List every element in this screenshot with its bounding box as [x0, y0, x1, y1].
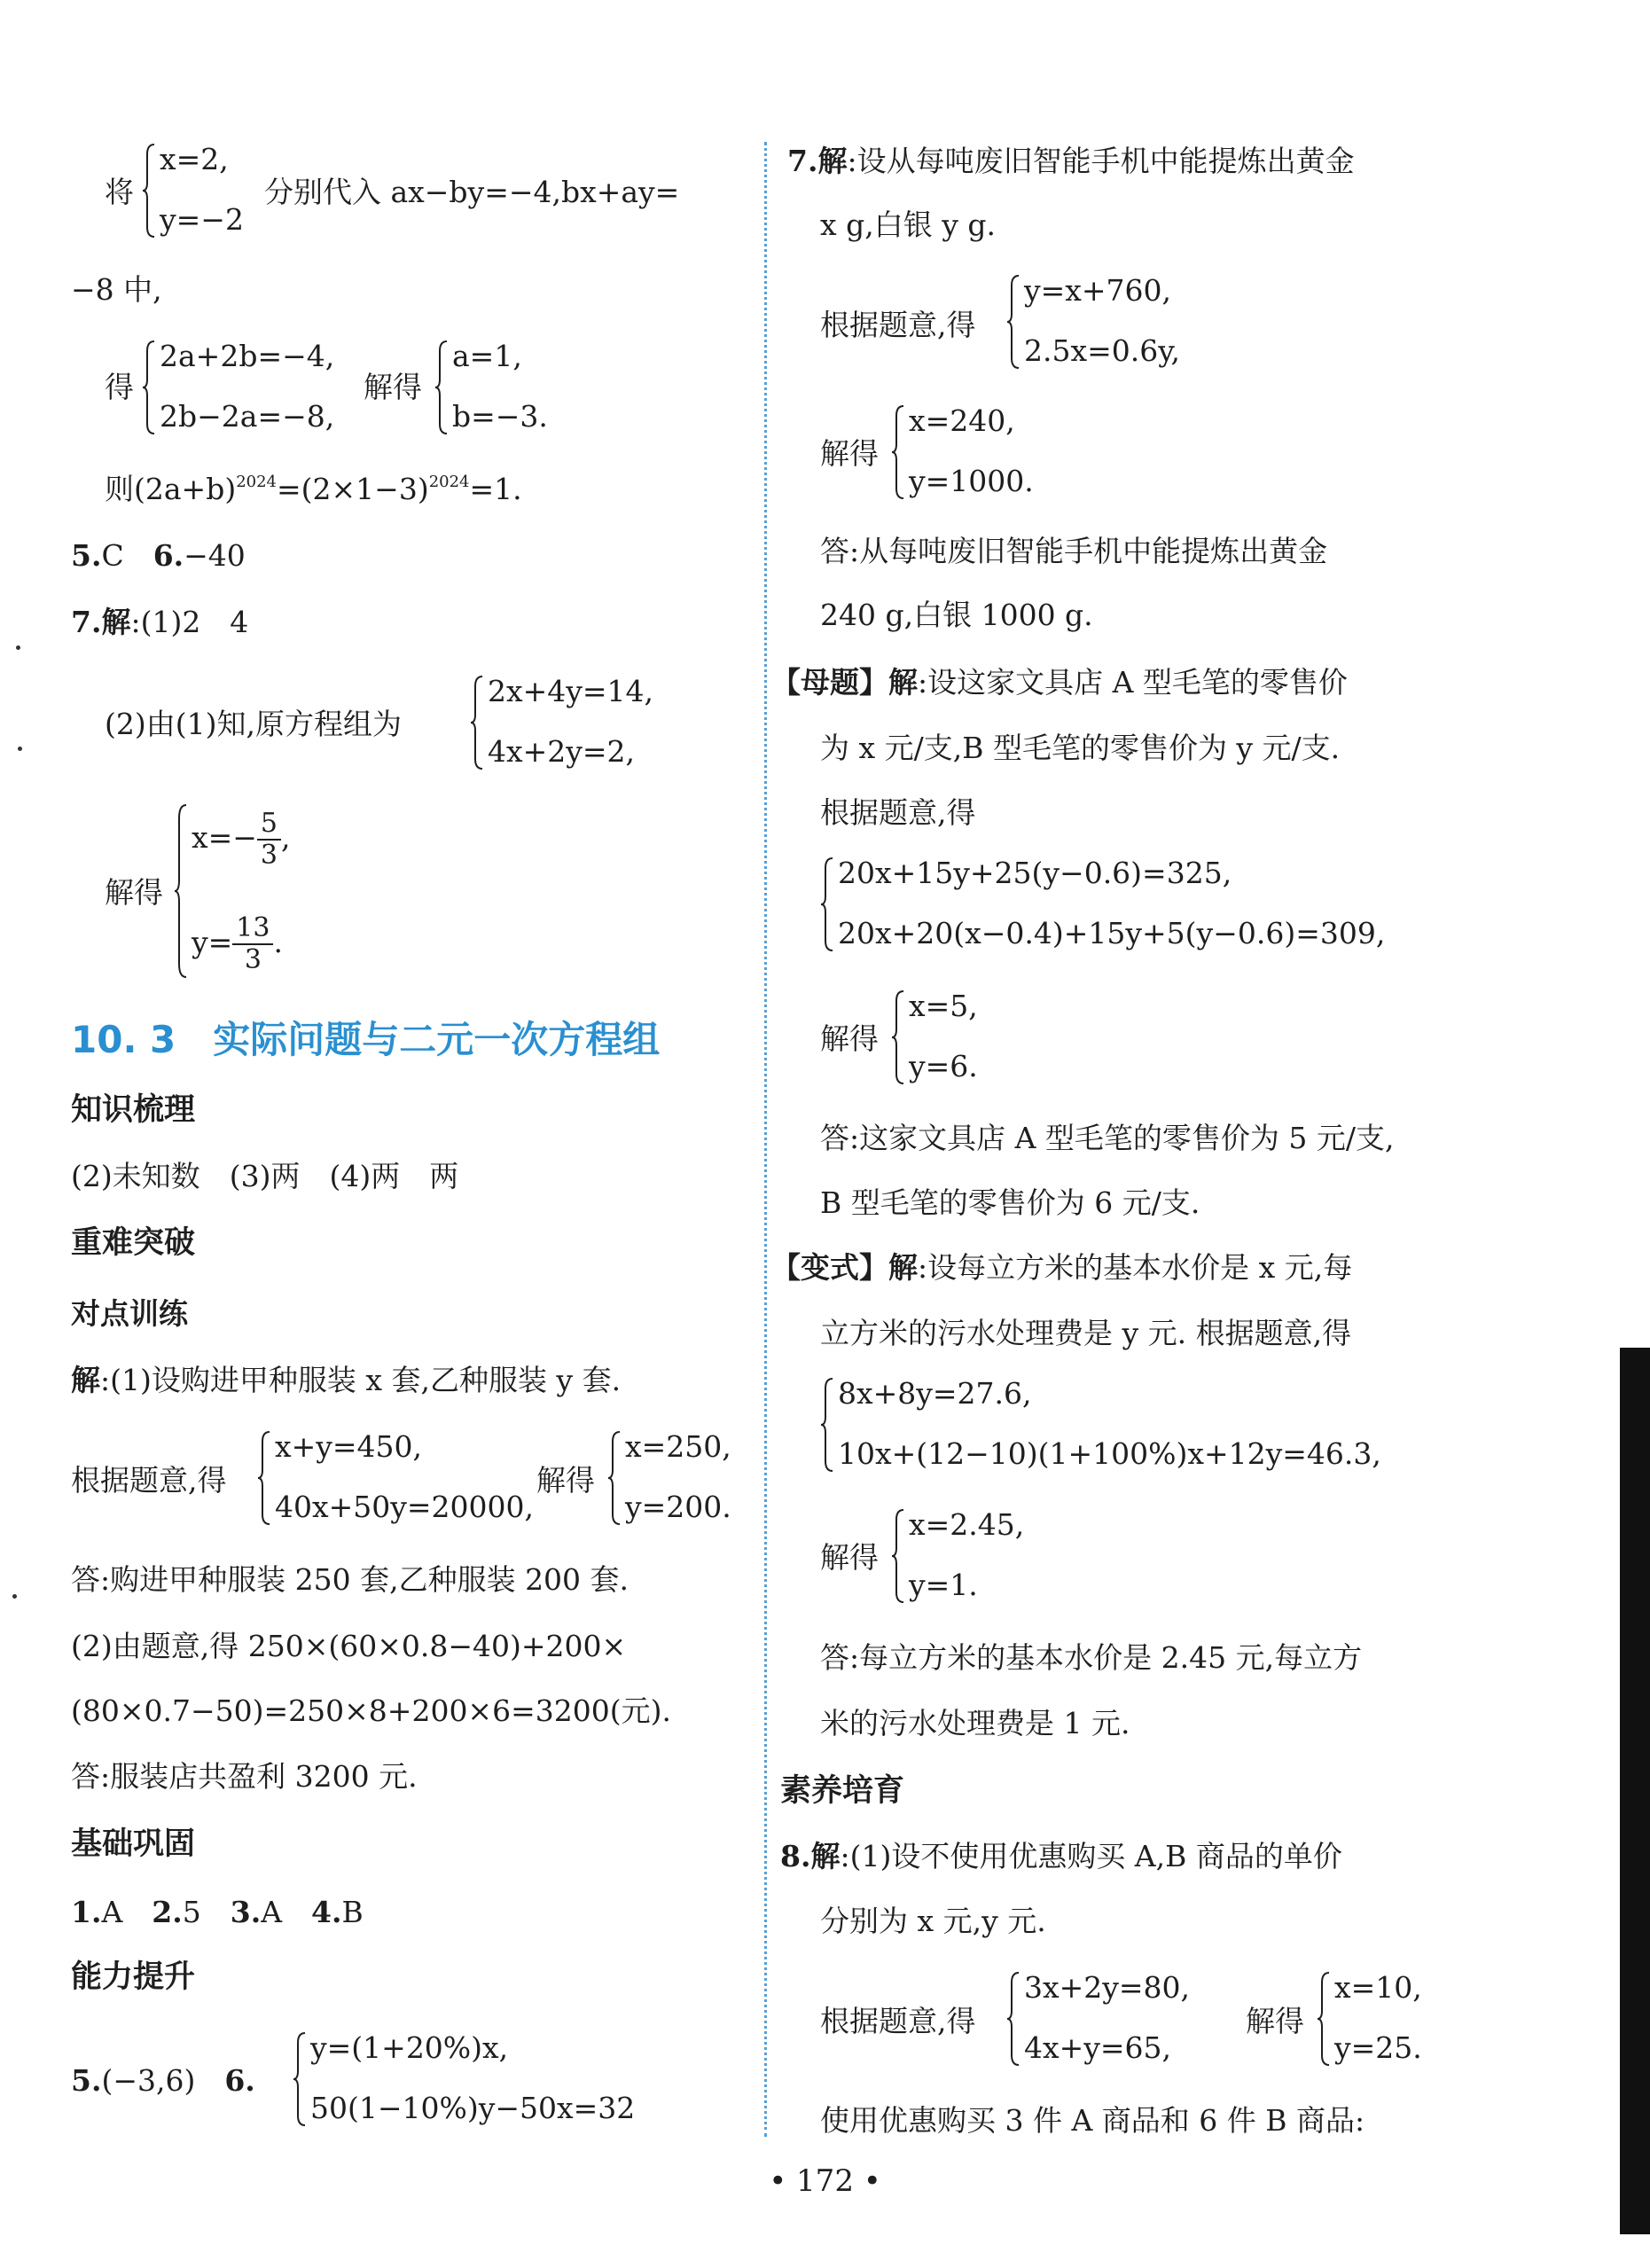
subheading: 知识梳理 [71, 1092, 196, 1128]
text-line: 立方米的污水处理费是 y 元. 根据题意,得 [820, 1316, 1352, 1350]
equation: 2b−2a=−8, [160, 399, 335, 434]
text-line: 解得 [364, 370, 422, 404]
text-line: −8 中, [71, 272, 162, 307]
text-line: 根据题意,得 [820, 2004, 976, 2038]
text-line: 240 g,白银 1000 g. [820, 598, 1093, 632]
answer-line: (2)未知数 (3)两 (4)两 两 [71, 1159, 459, 1193]
equation: x=250, [625, 1429, 731, 1464]
text-line: 得 [105, 370, 134, 404]
equation: 4x+2y=2, [488, 734, 636, 769]
fraction: $\frac{5}{3}$ [257, 809, 281, 871]
text-line: (2)由(1)知,原方程组为 [105, 707, 402, 741]
brace-icon [1006, 273, 1020, 371]
equation-system [891, 1507, 1068, 1605]
equation: y=1000. [909, 464, 1034, 498]
equation: 20x+15y+25(y−0.6)=325, [838, 856, 1232, 890]
brace-icon [820, 1376, 834, 1474]
brace-icon [607, 1429, 622, 1527]
brace-icon [820, 856, 834, 953]
equation: y=200. [625, 1490, 731, 1524]
column-divider [764, 142, 767, 2137]
text-line: 解得 [536, 1463, 595, 1498]
answer-line: 5.C 6.−40 [71, 538, 246, 573]
text-line: x g,白银 y g. [820, 207, 996, 242]
subheading: 基础巩固 [71, 1826, 196, 1862]
equation: x=10, [1334, 1970, 1422, 2005]
equation: 20x+20(x−0.4)+15y+5(y−0.6)=309, [838, 916, 1386, 950]
equation: x=2.45, [909, 1507, 1025, 1542]
equation: 50(1−10%)y−50x=32 [310, 2091, 636, 2125]
equation-system [470, 674, 683, 771]
text-line: (2)由题意,得 250×(60×0.8−40)+200× [71, 1629, 627, 1663]
equation: y= $\frac{13}{3}$ . [192, 912, 283, 975]
text-line: B 型毛笔的零售价为 6 元/支. [820, 1185, 1200, 1220]
equation: 4x+y=65, [1024, 2030, 1172, 2065]
answer-line: 【变式】解:设每立方米的基本水价是 x 元,每 [771, 1250, 1353, 1285]
equation-system [142, 142, 266, 239]
brace-icon [434, 339, 449, 436]
text-line: 为 x 元/支,B 型毛笔的零售价为 y 元/支. [820, 731, 1341, 765]
equation: y=6. [909, 1049, 978, 1083]
equation-system [607, 1429, 762, 1527]
brace-icon [142, 339, 156, 436]
scan-edge [1620, 1348, 1650, 2234]
subheading: 能力提升 [71, 1959, 196, 1995]
brace-icon [470, 674, 484, 771]
text-line: 答:这家文具店 A 型毛笔的零售价为 5 元/支, [820, 1121, 1395, 1155]
brace-icon [1006, 1970, 1020, 2068]
text-line: 答:每立方米的基本水价是 2.45 元,每立方 [820, 1640, 1363, 1675]
answer-line: 7.解:设从每吨废旧智能手机中能提炼出黄金 [787, 144, 1355, 178]
text-line: 答:购进甲种服装 250 套,乙种服装 200 套. [71, 1562, 630, 1597]
equation: x=− $\frac{5}{3}$ , [192, 808, 291, 871]
text-line: 答:服装店共盈利 3200 元. [71, 1759, 418, 1794]
equation: 40x+50y=20000, [275, 1490, 535, 1524]
text-line: 根据题意,得 [71, 1463, 227, 1498]
equation: y=−2 [160, 202, 244, 237]
equation: x+y=450, [275, 1429, 423, 1464]
text-line: 解得 [105, 875, 163, 910]
text-line: 分别代入 ax−by=−4,bx+ay= [264, 175, 680, 209]
answer-line: 8.解:(1)设不使用优惠购买 A,B 商品的单价 [780, 1839, 1342, 1873]
text-line: 解得 [820, 436, 879, 471]
answer-line: 5.(−3,6) 6. [71, 2063, 255, 2098]
brace-icon [891, 989, 905, 1086]
text-line: 将 [105, 175, 134, 209]
text-line: 米的污水处理费是 1 元. [820, 1706, 1130, 1740]
brace-icon [293, 2030, 307, 2128]
answer-line: 1.A 2.5 3.A 4.B [71, 1895, 364, 1929]
equation: 2.5x=0.6y, [1024, 333, 1180, 368]
answer-line: 解:(1)设购进甲种服装 x 套,乙种服装 y 套. [71, 1363, 622, 1397]
scan-speck [18, 747, 22, 751]
brace-icon [257, 1429, 271, 1527]
subheading: 对点训练 [71, 1296, 188, 1331]
equation-system [434, 339, 559, 436]
equation-system [142, 339, 372, 436]
page-number: • 172 • [769, 2163, 881, 2199]
equation: x=240, [909, 403, 1015, 438]
scan-speck [16, 645, 20, 650]
equation-system [1006, 1970, 1237, 2068]
brace-icon [891, 1507, 905, 1605]
text-line: 解得 [1246, 2004, 1304, 2038]
equation: a=1, [452, 339, 522, 373]
equation: y=x+760, [1024, 273, 1172, 308]
text-line: 解得 [820, 1540, 879, 1575]
equation: x=2, [160, 142, 229, 176]
equation-system [891, 403, 1068, 501]
text-line: 根据题意,得 [820, 308, 976, 342]
equation-system [1006, 273, 1237, 371]
equation: y=(1+20%)x, [310, 2030, 509, 2065]
brace-icon [1317, 1970, 1331, 2068]
text-line: 解得 [820, 1021, 879, 1056]
fraction: $\frac{13}{3}$ [232, 913, 273, 975]
scan-speck [12, 1594, 17, 1599]
equation-system [174, 802, 351, 980]
equation: 3x+2y=80, [1024, 1970, 1191, 2005]
equation-system [257, 1429, 541, 1527]
text-line: 答:从每吨废旧智能手机中能提炼出黄金 [820, 534, 1328, 568]
text-line: 根据题意,得 [820, 795, 976, 830]
equation-system [891, 989, 1033, 1086]
brace-icon [891, 403, 905, 501]
equation: 10x+(12−10)(1+100%)x+12y=46.3, [838, 1436, 1381, 1471]
equation-system [820, 1376, 1512, 1474]
section-title: 10. 3 实际问题与二元一次方程组 [71, 1018, 661, 1061]
equation: x=5, [909, 989, 978, 1023]
text-line: 使用优惠购买 3 件 A 商品和 6 件 B 商品: [820, 2103, 1365, 2138]
text-line: (80×0.7−50)=250×8+200×6=3200(元). [71, 1693, 671, 1728]
equation: 2a+2b=−4, [160, 339, 335, 373]
equation-system [820, 856, 1512, 953]
equation-system [293, 2030, 683, 2128]
subheading: 素养培育 [780, 1773, 905, 1809]
equation: y=1. [909, 1568, 978, 1602]
brace-icon [142, 142, 156, 239]
brace-icon [174, 802, 188, 980]
subheading: 重难突破 [71, 1225, 196, 1261]
equation: 8x+8y=27.6, [838, 1376, 1032, 1411]
answer-line: 7.解:(1)2 4 [71, 605, 249, 639]
answer-line: 【母题】解:设这家文具店 A 型毛笔的零售价 [771, 665, 1348, 700]
equation-system [1317, 1970, 1467, 2068]
text-line: 分别为 x 元,y 元. [820, 1904, 1046, 1938]
equation: 2x+4y=14, [488, 674, 654, 708]
equation: b=−3. [452, 399, 548, 434]
equation: y=25. [1334, 2030, 1422, 2065]
text-line: 则$(2a+b)^{2024}=(2\times 1-3)^{2024}=1$. [105, 472, 522, 506]
